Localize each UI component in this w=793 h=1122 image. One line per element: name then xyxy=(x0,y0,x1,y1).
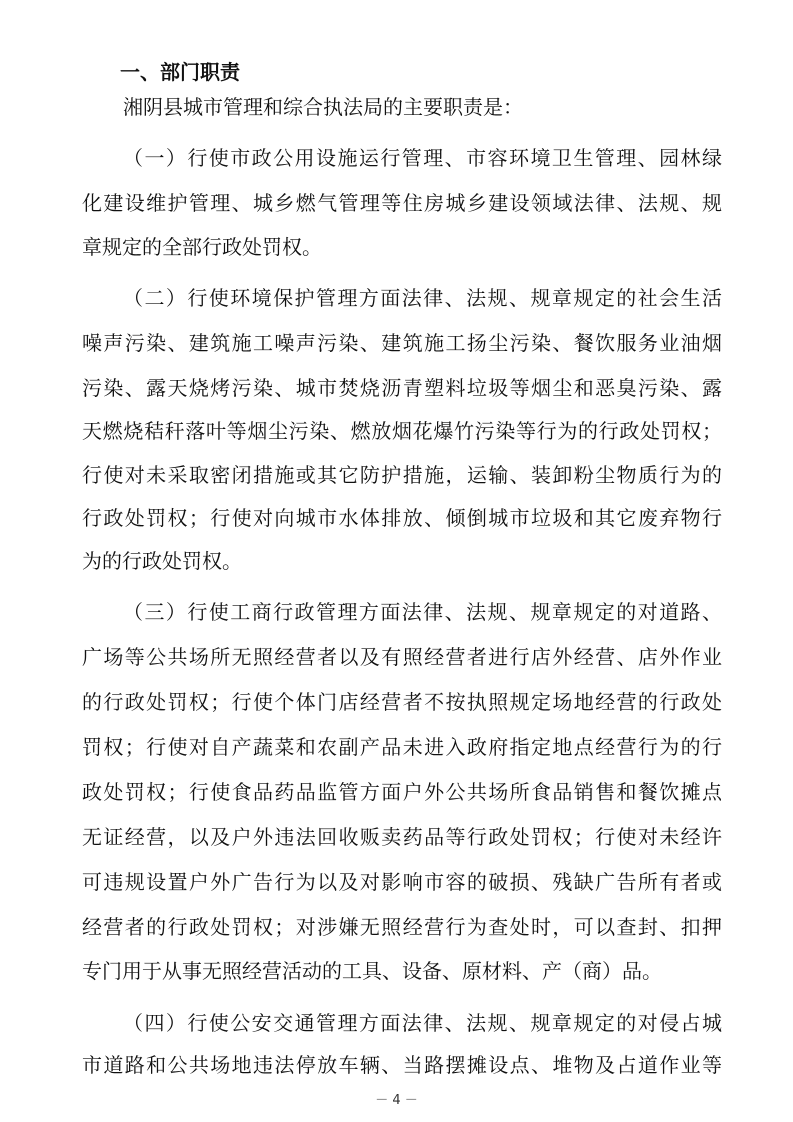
paragraph-2-line-6: 行政处罚权；行使对向城市水体排放、倾倒城市垃圾和其它废弃物行 xyxy=(82,506,722,530)
paragraph-3-line-5: 政处罚权；行使食品药品监管方面户外公共场所食品销售和餐饮摊点 xyxy=(82,780,722,804)
paragraph-2-line-3: 污染、露天烧烤污染、城市焚烧沥青塑料垃圾等烟尘和恶臭污染、露 xyxy=(82,376,722,400)
paragraph-1-line-2: 化建设维护管理、城乡燃气管理等住房城乡建设领域法律、法规、规 xyxy=(82,191,722,215)
paragraph-4-line-2: 市道路和公共场地违法停放车辆、当路摆摊设点、堆物及占道作业等 xyxy=(82,1053,722,1077)
paragraph-2-line-4: 天燃烧秸秆落叶等烟尘污染、燃放烟花爆竹污染等行为的行政处罚权； xyxy=(82,419,722,443)
paragraph-3-line-1: （三）行使工商行政管理方面法律、法规、规章规定的对道路、 xyxy=(123,600,722,624)
paragraph-1-line-3: 章规定的全部行政处罚权。 xyxy=(82,235,322,259)
paragraph-3-line-3: 的行政处罚权；行使个体门店经营者不按执照规定场地经营的行政处 xyxy=(82,690,722,714)
paragraph-3-line-9: 专门用于从事无照经营活动的工具、设备、原材料、产（商）品。 xyxy=(82,959,662,983)
page-number: － 4 － xyxy=(375,1093,418,1108)
section-heading: 一、部门职责 xyxy=(120,60,240,84)
paragraph-4-line-1: （四）行使公安交通管理方面法律、法规、规章规定的对侵占城 xyxy=(123,1011,722,1035)
paragraph-3-line-4: 罚权；行使对自产蔬菜和农副产品未进入政府指定地点经营行为的行 xyxy=(82,735,722,759)
intro-line: 湘阴县城市管理和综合执法局的主要职责是： xyxy=(123,95,523,119)
paragraph-3-line-2: 广场等公共场所无照经营者以及有照经营者进行店外经营、店外作业 xyxy=(82,645,722,669)
paragraph-3-line-7: 可违规设置户外广告行为以及对影响市容的破损、残缺广告所有者或 xyxy=(82,870,722,894)
paragraph-1-line-1: （一）行使市政公用设施运行管理、市容环境卫生管理、园林绿 xyxy=(123,146,722,170)
paragraph-2-line-2: 噪声污染、建筑施工噪声污染、建筑施工扬尘污染、餐饮服务业油烟 xyxy=(82,331,722,355)
paragraph-3-line-6: 无证经营，以及户外违法回收贩卖药品等行政处罚权；行使对未经许 xyxy=(82,825,722,849)
paragraph-2-line-7: 为的行政处罚权。 xyxy=(82,549,242,573)
paragraph-3-line-8: 经营者的行政处罚权；对涉嫌无照经营行为查处时，可以查封、扣押 xyxy=(82,915,722,939)
paragraph-2-line-1: （二）行使环境保护管理方面法律、法规、规章规定的社会生活 xyxy=(123,286,722,310)
paragraph-2-line-5: 行使对未采取密闭措施或其它防护措施，运输、装卸粉尘物质行为的 xyxy=(82,463,722,487)
